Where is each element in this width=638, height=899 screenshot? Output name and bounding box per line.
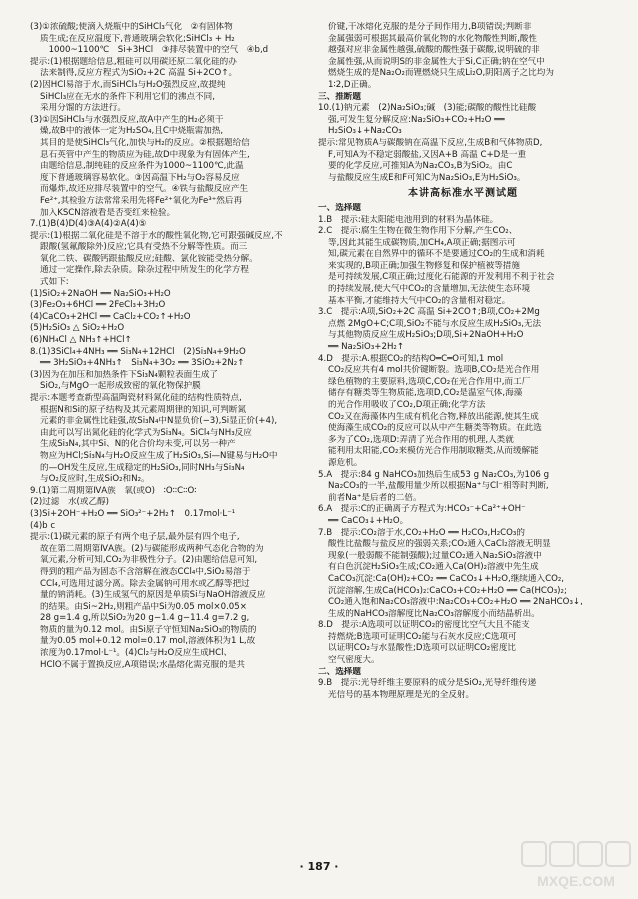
text-line: 4.D 提示:A.根据CO₂的结构O═C═O可知,1 mol (318, 353, 504, 364)
text-line: 多为了CO₂,选项D:弄清了光合作用的机理,人类就 (328, 434, 514, 445)
text-line: F,可知A为不稳定弱酸盐,又因A+B 高温 C+D是一重 (328, 149, 527, 160)
text-line: 提示:(1)根据题给信息,粗硅可以用碳还原二氧化硅的办 (30, 56, 237, 67)
text-line: CaCO₃沉淀:Ca(OH)₂+CO₂ ══ CaCO₃↓+H₂O,继续通入CO₂, (328, 573, 565, 584)
text-line: 燃烧生成的是Na₂O₂而锂燃烧只生成Li₂O,阴阳离子之比均为 (328, 68, 554, 79)
text-line: 加入KSCN溶液看是否变红来检验。 (40, 207, 176, 218)
text-line: 的结果。由Si~2H₂,则粗产品中Si为0.05 mol×0.05× (40, 601, 247, 612)
text-line: 8.(1)3SiCl₄+4NH₃ ══ Si₃N₄+12HCl (2)Si₃N₄+9H₂O (30, 346, 246, 357)
text-line: 沉淀溶解,生成Ca(HCO₃)₂:CaCO₃+CO₂+H₂O ══ Ca(HCO₃)₂; (328, 585, 567, 596)
text-line: (4)b c (30, 520, 56, 531)
text-line: 金属强弱可根据其最高价氧化物的水化物酸性判断,酸性 (328, 33, 537, 44)
text-line: ══ Na₂SiO₃+2H₂↑ (328, 342, 405, 353)
text-line: (3)①因SiHCl₃与水强烈反应,故A中产生的H₂必须干 (30, 114, 224, 125)
text-line: 燥,故B中的液体一定为H₂SO₄,且C中烧瓶需加热, (40, 126, 224, 137)
text-line: 以证明CO₂与水显酸性;D选项可以证明CO₂密度比 (328, 643, 517, 654)
text-line: SiO₂,与MgO一起形成致密的氧化物保护膜 (40, 381, 201, 392)
text-line: 7.(1)B(4)D(4)③A(4)②A(4)⑤ (30, 219, 147, 230)
text-line: 与其他物质反应生成H₂SiO₃;D项,Si+2NaOH+H₂O (328, 330, 524, 341)
text-line: 使海藻生成CO₂的反应可以从中产生糖类等物质。在此选 (328, 423, 542, 434)
text-line: 绿色植物的主要原料,选项C,CO₂在光合作用中,而工厂 (328, 376, 531, 387)
text-line: 提示:(1)根据二氧化硅是不溶于水的酸性氧化物,它可跟强碱反应,不 (30, 230, 283, 241)
text-line: 得到的粗产品为固态不含溶解在液态CCl₄中,SiO₂易溶于 (40, 566, 251, 577)
text-line: (6)NH₄Cl △ NH₃↑+HCl↑ (30, 335, 132, 346)
text-line: 量为0.05 mol+0.12 mol=0.17 mol,溶液体积为1 L,故 (40, 636, 256, 647)
watermark-text: MXQE.COM (537, 873, 615, 889)
text-line: 式如下: (40, 277, 69, 288)
text-line: 是可持续发展,C项正确;过度化石能源的开发利用不利于社会 (328, 272, 555, 283)
text-line: 三、推断题 (318, 91, 361, 102)
text-line: (3)Si+2OH⁻+H₂O ══ SiO₃²⁻+2H₂↑ 0.17mol·L⁻¹ (30, 508, 236, 519)
text-line: 与盐酸反应生成E和F可知C为Na₂SiO₃,E为H₂SiO₃。 (328, 172, 526, 183)
text-line: HClO不属于置换反应,A项错误;水晶熔化需克服的是共 (40, 659, 245, 670)
text-line: 28 g=1.4 g,所以SiO₂为20 g−1.4 g−11.4 g=7.2 g, (40, 613, 250, 624)
text-line: Fe²⁺,其检验方法常常采用先将Fe²⁺氧化为Fe³⁺然后再 (40, 195, 243, 206)
text-line: 由题给信息,制纯硅的反应条件为1000~1100℃,此温 (40, 161, 244, 172)
text-line: 氧化二铁、碳酸钙跟盐酸反应;硅酸、氯化铵能受热分解。 (40, 253, 258, 264)
text-line: 提示:常见物质A与碳酸钠在高温下反应,生成B和气体物质D, (318, 137, 543, 148)
watermark-logo (520, 838, 632, 894)
text-line: (4)CaCO₃+2HCl ══ CaCl₂+CO₂↑+H₂O (30, 311, 191, 322)
text-line: 其目的是使SiHCl₃气化,加快与H₂的反应。②根据题给信 (40, 137, 250, 148)
text-line: SiHCl₃应在无水的条件下利用它们的沸点不同, (40, 91, 215, 102)
text-line: 1∶2,D正确。 (328, 79, 377, 90)
text-line: 10.(1)钠元素 (2)Na₂SiO₃;碱 (3)能;碳酸的酸性比硅酸 (318, 103, 537, 114)
text-line: 物质的量为0.12 mol。由Si原子守恒知Na₂SiO₃的物质的 (40, 624, 257, 635)
text-line: CO₂反应共有4 mol共价键断裂。选项B,CO₂是光合作用 (328, 365, 540, 376)
text-line: (3)因为在加压和加热条件下Si₃N₄颗粒表面生成了 (30, 369, 219, 380)
text-line: 生成的NaHCO₃溶解度比Na₂CO₃溶解度小而结晶析出。 (328, 608, 540, 619)
text-line: 现象(一般弱酸不能制强酸);过量CO₂通入Na₂SiO₃溶液中 (328, 550, 542, 561)
text-line: 6.A 提示:C的正确离子方程式为:HCO₃⁻+Ca²⁺+OH⁻ (318, 504, 526, 515)
text-line: 由此可以写出氮化硅的化学式为Si₃N₄。SiCl₄与NH₃反应 (40, 427, 252, 438)
text-line: 知,碳元素在自然界中的循环不是要通过CO₂的生成和消耗 (328, 249, 545, 260)
text-line: 持燃烧;B选项可证明CO₂能与石灰水反应;C选项可 (328, 631, 517, 642)
text-line: 故在第二周期第ⅣA族。(2)与碳能形成两种气态化合物的为 (40, 543, 264, 554)
text-line: 越强对应非金属性越强,硫酸的酸性强于碳酸,说明硫的非 (328, 45, 540, 56)
text-line: 息石英管中产生的物质应为硅,故D中现象为有固体产生, (40, 149, 250, 160)
text-line: 提示:(1)碳元素的原子有两个电子层,最外层有四个电子, (30, 532, 240, 543)
text-line: (2)过滤 水(或乙醇) (30, 497, 110, 508)
text-line: 浓度为0.17mol·L⁻¹。(4)Cl₂与H₂O反应生成HCl、 (40, 648, 233, 659)
text-line: (3)Fe₂O₃+6HCl ══ 2FeCl₃+3H₂O (30, 300, 166, 311)
text-line: 空气密度大。 (328, 655, 380, 666)
text-line: 根据N和Si的原子结构及其元素周期律的知识,可判断氮 (40, 404, 247, 415)
text-line: 要的化学反应,可推知A为Na₂CO₃,B为SiO₂。由C (328, 161, 513, 172)
text-line: 的—OH发生反应,生成稳定的H₂SiO₃,同时NH₃与Si₃N₄ (40, 462, 245, 473)
text-line: 强,可发生复分解反应:Na₂SiO₃+CO₂+H₂O ══ (328, 114, 505, 125)
text-line: 法来制得,反应方程式为SiO₂+2C 高温 Si+2CO↑。 (40, 68, 238, 79)
text-line: 储存有糖类等生物质能,选项D,CO₂是温室气体,海藻 (328, 388, 523, 399)
text-line: 9.(1)第二周期第ⅣA族 氧(或O) ∶Ö∶∶C∶∶Ö∶ (30, 485, 197, 496)
text-line: 价键,干冰熔化克服的是分子间作用力,B项错误;判断非 (328, 22, 532, 32)
text-line: 一、选择题 (318, 202, 361, 213)
text-line: 等,因此其能生成碳物质,加CH₄,A项正确;据图示可 (328, 237, 516, 248)
section-title: 本讲高标准水平测试题 (408, 188, 518, 200)
text-line: 物应为HCl;Si₃N₄与H₂O反应生成了H₂SiO₃,Si—N键易与H₂O中 (40, 450, 278, 461)
text-line: 能利用太阳能,CO₂来模仿光合作用制取糖类,从而缓解能 (328, 446, 539, 457)
text-line: 的持续发展,使大气中CO₂的含量增加,无法使生态环境 (328, 284, 531, 295)
text-line: 元素的非金属性比硅强,故Si₃N₄中N显负价(−3),Si显正价(+4), (40, 416, 278, 427)
text-line: 3.C 提示:A项,SiO₂+2C 高温 Si+2CO↑;B项,CO₂+2Mg (318, 307, 540, 318)
text-line: 生成Si₃N₄,其中Si、N的化合价均未变,可以另一种产 (40, 439, 236, 450)
text-line: CCl₄,可选用过滤分离。除去金属钠可用水或乙醇等把过 (40, 578, 250, 589)
text-line: 量的钠消耗。(3)生成氢气的原因是单质Si与NaOH溶液反应 (40, 590, 266, 601)
text-line: 前者Na⁺是后者的二倍。 (328, 492, 422, 503)
text-line: 酸性比盐酸与盐反应的强弱关系;CO₂通入CaCl₂溶液无明显 (328, 539, 551, 550)
text-line: 源危机。 (328, 457, 363, 468)
text-line: ══ 3H₂SiO₃+4NH₃↑ Si₃N₄+3O₂ ══ 3SiO₂+2N₂↑ (40, 358, 245, 369)
text-line: 光信号的基本物理原理是光的全反射。 (328, 689, 475, 700)
text-line: 有白色沉淀H₂SiO₃生成;CO₂通入Ca(OH)₂溶液中先生成 (328, 562, 539, 573)
text-line: 二、选择题 (318, 666, 361, 677)
text-line: 7.B 提示:CO₂溶于水,CO₂+H₂O ══ H₂CO₃,H₂CO₃的 (318, 527, 525, 538)
text-line: Na₂CO₃的一半,盐酸用量少所以根据Na⁺与Cl⁻相等时判断, (328, 481, 549, 492)
page-number: · 187 · (299, 860, 339, 873)
left-column (30, 22, 320, 860)
text-line: CO₂又在海藻体内生成有机化合物,释放出能源,使其生成 (328, 411, 539, 422)
text-line: 采用分馏的方法进行。 (40, 103, 126, 114)
text-line: 金属性强,从而说明S的非金属性大于Si,C正确;钠在空气中 (328, 56, 545, 67)
text-line: 质生成;在反应温度下,普通玻璃会软化;SiHCl₃ + H₂ (40, 33, 235, 44)
text-line: 9.B 提示:光导纤维主要原料的成分是SiO₂,光导纤维传递 (318, 678, 537, 689)
text-line: CO₂通入饱和Na₂CO₃溶液中:Na₂CO₃+CO₂+H₂O ══ 2NaHCO₃↓, (328, 597, 583, 608)
text-line: (5)H₂SiO₃ △ SiO₂+H₂O (30, 323, 125, 334)
text-line: 2.C 提示:腐生生物在微生物作用下分解,产生CO₂、 (318, 226, 518, 237)
text-line: 5.A 提示:84 g NaHCO₃加热后生成53 g Na₂CO₃,为106 g (318, 469, 550, 480)
text-line: ══ CaCO₃↓+H₂O。 (328, 515, 409, 526)
text-line: 的光合作用吸收了CO₂,D项正确;化学方法 (328, 400, 486, 410)
text-line: 而爆炸,故还应排尽装置中的空气。④铁与盐酸反应产生 (40, 184, 249, 195)
text-line: 1.B 提示:硅太阳能电池用到的材料为晶体硅。 (318, 214, 499, 225)
text-line: 来实现的,B项正确;加强生物修复和保护植被等措施 (328, 260, 520, 271)
text-line: 8.D 提示:A选项可以证明CO₂的密度比空气大且不能支 (318, 620, 530, 631)
text-line: 1000~1100℃ Si+3HCl ③排尽装置中的空气 ④b,d (40, 45, 269, 56)
text-line: 点燃 2MgO+C;C项,SiO₂不能与水反应生成H₂SiO₃,无法 (328, 318, 542, 329)
text-line: (2)因HCl易溶于水,而SiHCl₃与H₂O强烈反应,故提纯 (30, 79, 226, 90)
text-line: 跟酸(氢氟酸除外)反应;它具有受热不分解等性质。而三 (40, 242, 248, 253)
text-line: (1)SiO₂+2NaOH ══ Na₂SiO₃+H₂O (30, 288, 171, 299)
text-line: 基本平衡,才能维持大气中CO₂的含量相对稳定。 (328, 295, 511, 306)
text-line: 与O₂反应时,生成SiO₂和N₂。 (40, 474, 150, 485)
text-line: 氧元素,分析可知,CO₂为非极性分子。(2)由题给信息可知, (40, 555, 258, 566)
text-line: H₂SiO₃↓+Na₂CO₃ (328, 126, 402, 137)
text-line: 度下普通玻璃容易软化。③因高温下H₂与O₂容易反应 (40, 172, 240, 183)
right-column (318, 22, 608, 860)
text-line: (3)①浓硫酸;使滴入烧瓶中的SiHCl₃气化 ②有固体物 (30, 22, 233, 32)
text-line: 通过一定操作,除去杂质。除杂过程中所发生的化学方程 (40, 265, 249, 276)
text-line: 提示:本题考查新型高温陶瓷材料氮化硅的结构性质特点, (30, 393, 242, 403)
